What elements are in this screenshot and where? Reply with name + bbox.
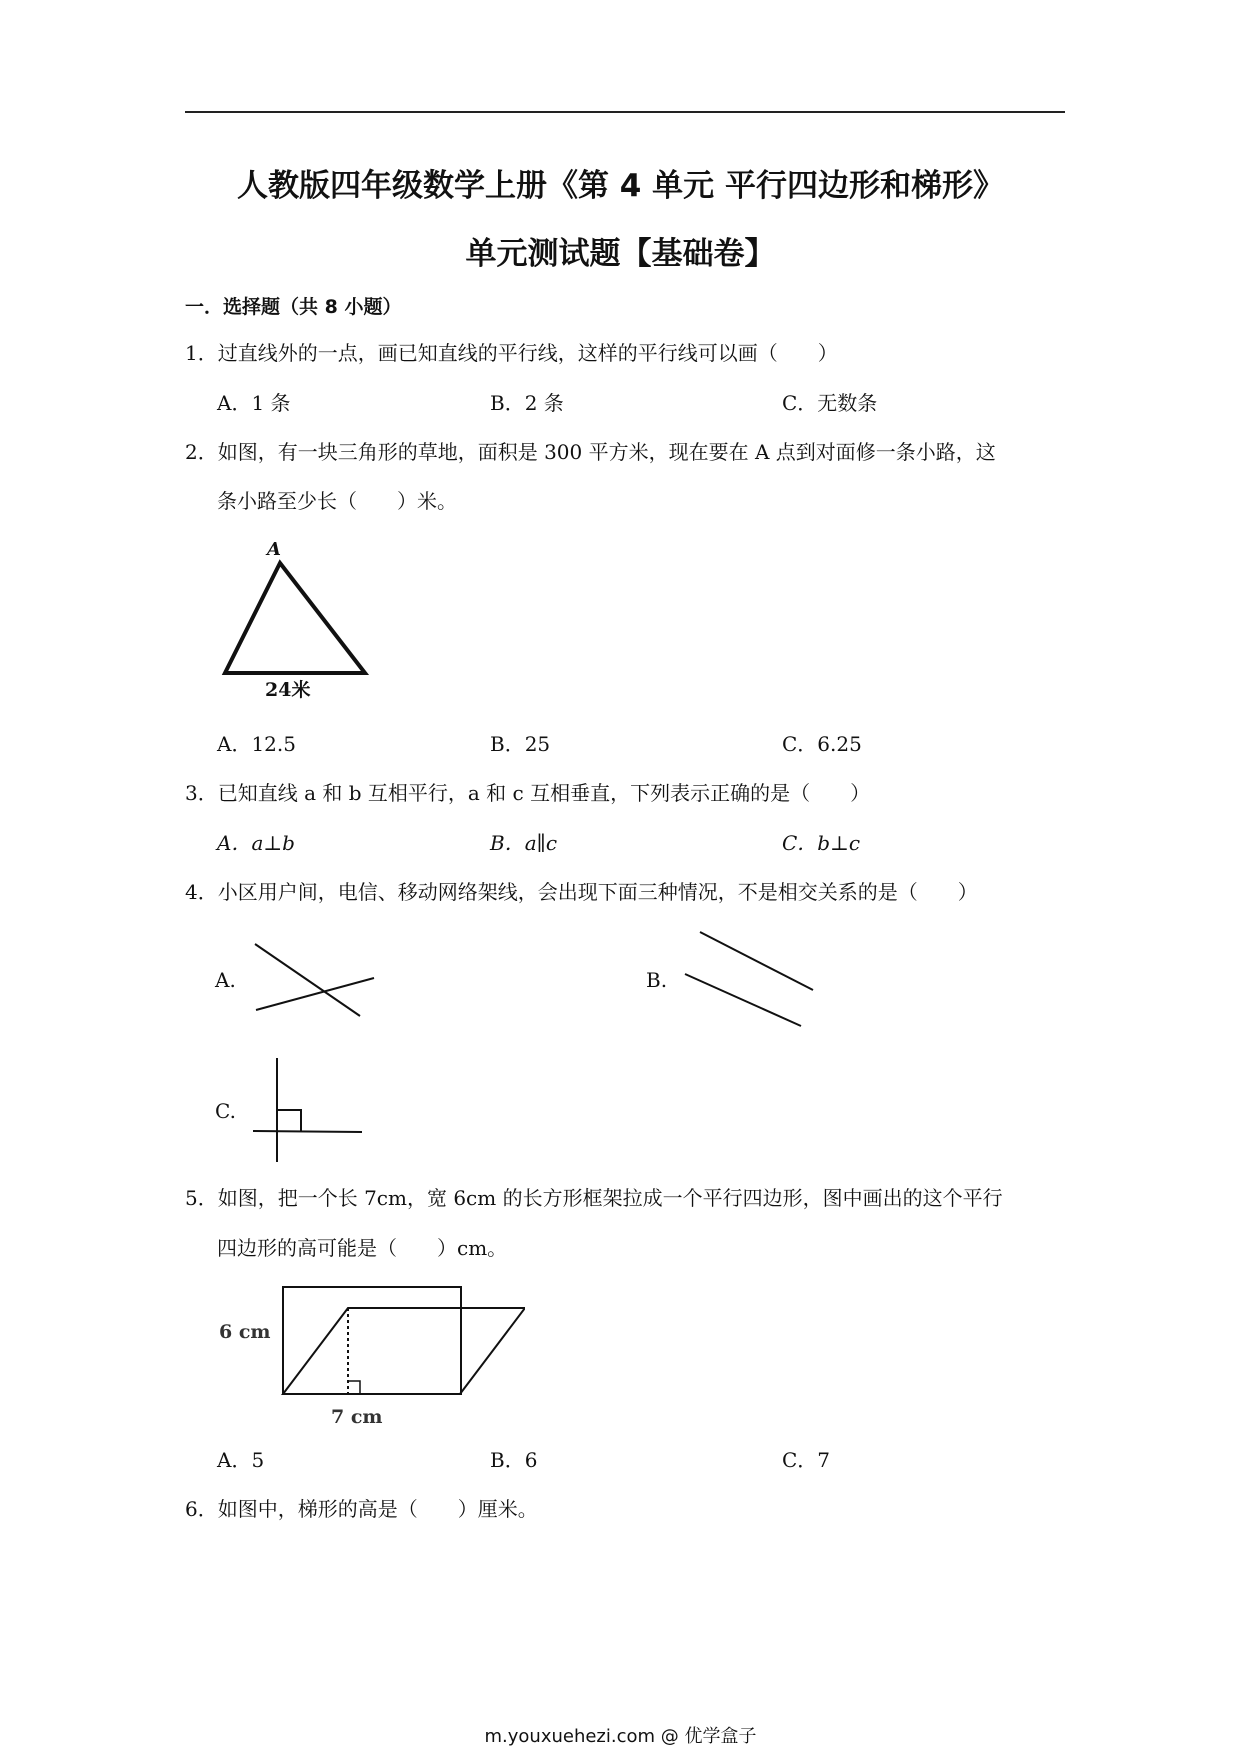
- header-rule: [185, 111, 1065, 113]
- question-4-stem: 4．小区用户间，电信、移动网络架线，会出现下面三种情况，不是相交关系的是（ ）: [185, 880, 978, 904]
- q1-option-b[interactable]: B．2 条: [490, 391, 564, 415]
- figure-height-label: 6 cm: [219, 1321, 271, 1343]
- section-heading: 一．选择题（共 8 小题）: [185, 296, 402, 318]
- question-6-stem: 6．如图中，梯形的高是（ ）厘米。: [185, 1497, 538, 1521]
- rectangle-parallelogram-figure: [215, 1280, 525, 1430]
- q3-option-a[interactable]: A．a⊥b: [217, 831, 295, 855]
- triangle-figure: [215, 535, 375, 705]
- page-subtitle: 单元测试题【基础卷】: [465, 236, 776, 272]
- question-2-stem-line2: 条小路至少长（ ）米。: [217, 489, 457, 513]
- q4-option-c[interactable]: C.: [215, 1099, 236, 1123]
- question-5-stem-line2: 四边形的高可能是（ ）cm。: [217, 1236, 508, 1260]
- q3-option-c[interactable]: C．b⊥c: [782, 831, 861, 855]
- q1-option-a[interactable]: A．1 条: [217, 391, 291, 415]
- page-title: 人教版四年级数学上册《第 4 单元 平行四边形和梯形》: [237, 168, 1004, 204]
- q5-option-b[interactable]: B．6: [490, 1448, 538, 1472]
- q5-option-c[interactable]: C．7: [782, 1448, 831, 1472]
- question-5-stem-line1: 5．如图，把一个长 7cm，宽 6cm 的长方形框架拉成一个平行四边形，图中画出的这个平行: [185, 1186, 1003, 1210]
- intersecting-lines-figure: [250, 940, 380, 1020]
- page-footer: m.youxuehezi.com @ 优学盒子: [484, 1726, 757, 1747]
- q2-option-a[interactable]: A．12.5: [217, 732, 296, 756]
- question-3-stem: 3．已知直线 a 和 b 互相平行，a 和 c 互相垂直，下列表示正确的是（ ）: [185, 781, 871, 805]
- triangle-base-label: 24米: [265, 679, 311, 701]
- q3-option-b[interactable]: B．a∥c: [490, 831, 558, 855]
- q4-option-b[interactable]: B.: [646, 968, 668, 992]
- q2-option-b[interactable]: B．25: [490, 732, 551, 756]
- question-1-stem: 1．过直线外的一点，画已知直线的平行线，这样的平行线可以画（ ）: [185, 341, 838, 365]
- q4-option-a[interactable]: A.: [215, 968, 236, 992]
- figure-width-label: 7 cm: [331, 1406, 383, 1428]
- question-2-stem-line1: 2．如图，有一块三角形的草地，面积是 300 平方米，现在要在 A 点到对面修一条小路，这: [185, 440, 996, 464]
- q2-option-c[interactable]: C．6.25: [782, 732, 862, 756]
- q1-option-c[interactable]: C．无数条: [782, 391, 878, 415]
- parallel-lines-figure: [680, 925, 820, 1030]
- q5-option-a[interactable]: A．5: [217, 1448, 265, 1472]
- triangle-vertex-label: A: [267, 539, 281, 560]
- perpendicular-lines-figure: [250, 1055, 365, 1165]
